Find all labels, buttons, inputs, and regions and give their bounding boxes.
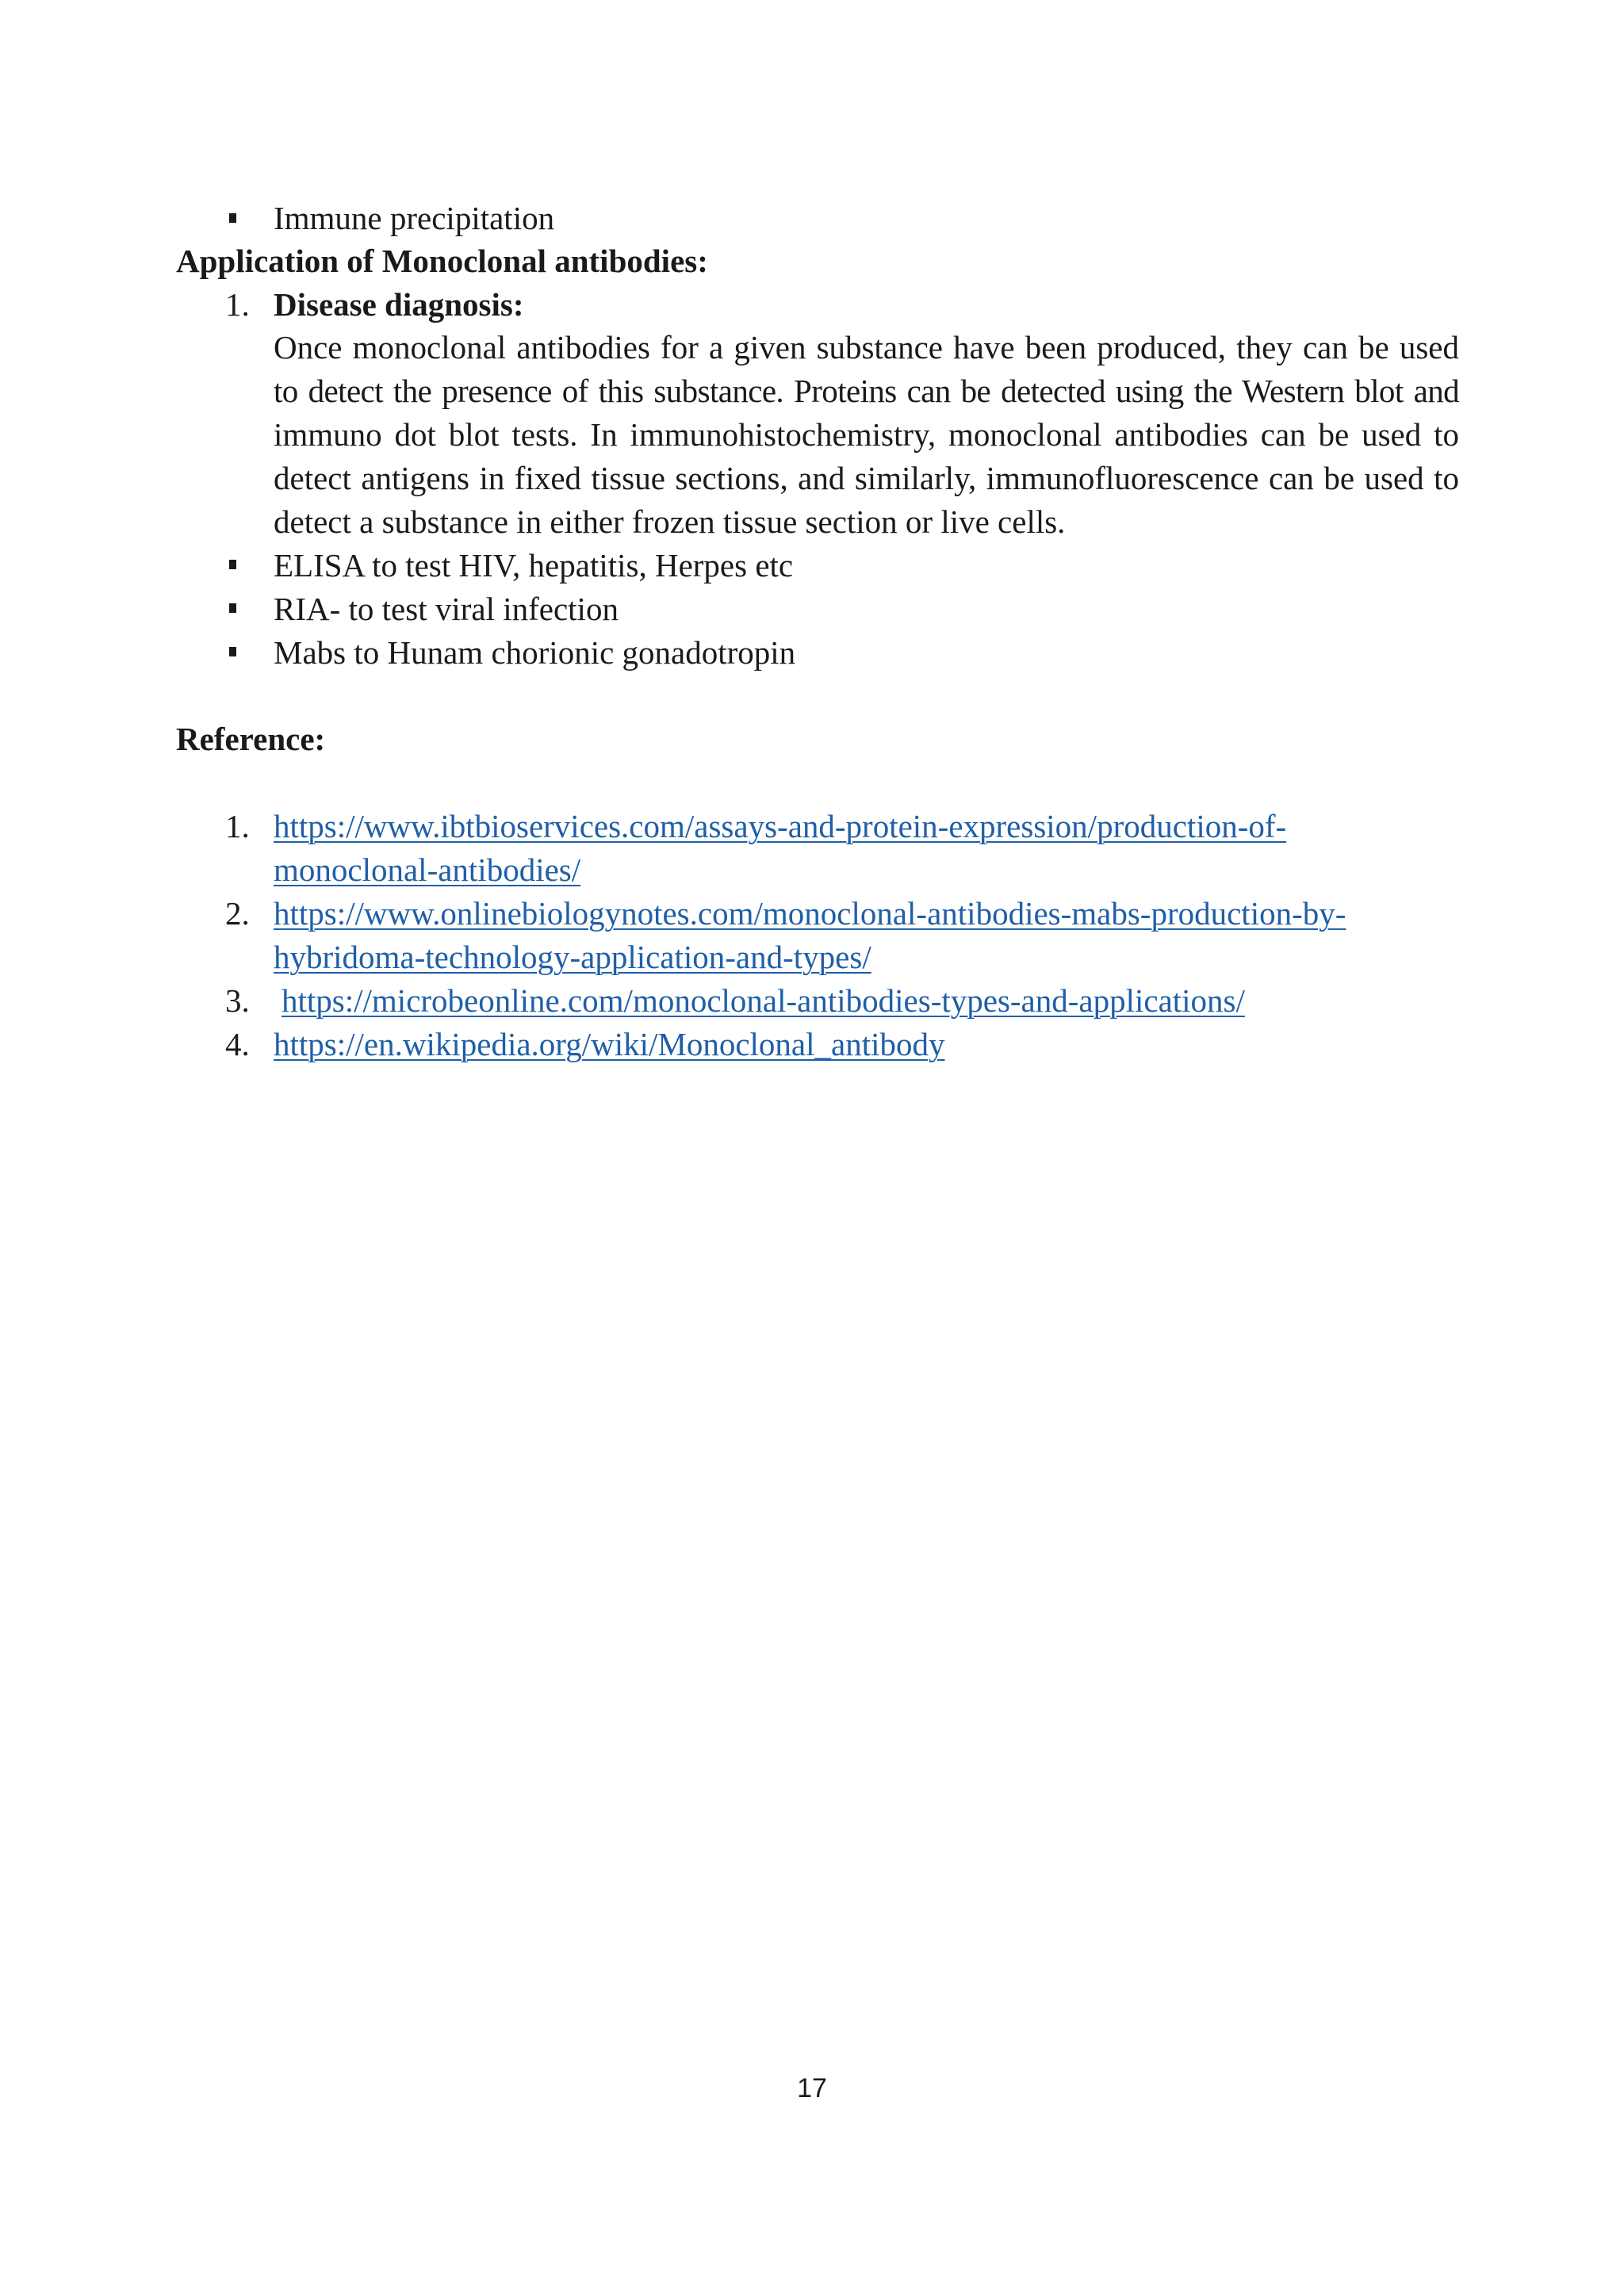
reference-link-text[interactable]: https://en.wikipedia.org/wiki/Monoclonal_antibody <box>274 1026 945 1062</box>
item-number: 1. <box>225 286 250 323</box>
bullet-marker <box>229 560 236 569</box>
bullet-item: Mabs to Hunam chorionic gonadotropin <box>274 634 796 671</box>
paragraph-line: detect antigens in fixed tissue sections, and similarly, immunofluorescence can be used to <box>274 460 1459 496</box>
reference-link-text[interactable]: https://www.ibtbioservices.com/assays-and-protein-expression/production-of- <box>274 808 1287 844</box>
paragraph-line: immuno dot blot tests. In immunohistochemistry, monoclonal antibodies can be used to <box>274 416 1459 453</box>
bullet-marker <box>229 213 236 223</box>
reference-link-2-cont[interactable] <box>274 936 871 978</box>
reference-number: 2. <box>225 895 250 932</box>
reference-link-1[interactable] <box>274 805 1286 848</box>
section-heading: Application of Monoclonal antibodies: <box>176 243 708 279</box>
item-title: Disease diagnosis: <box>274 286 524 323</box>
bullet-marker <box>229 603 236 613</box>
paragraph-line: to detect the presence of this substance. Proteins can be detected using the Western blot and <box>274 373 1459 409</box>
reference-number: 1. <box>225 808 250 844</box>
reference-link-text[interactable]: https://microbeonline.com/monoclonal-antibodies-types-and-applications/ <box>282 982 1245 1019</box>
reference-link-text[interactable]: hybridoma-technology-application-and-types/ <box>274 939 871 975</box>
reference-link-1-cont[interactable] <box>274 848 580 891</box>
page-number: 17 <box>797 2073 827 2103</box>
bullet-immune-precipitation: Immune precipitation <box>274 200 555 236</box>
reference-link-2[interactable] <box>274 892 1346 935</box>
reference-link-text[interactable]: monoclonal-antibodies/ <box>274 851 581 888</box>
reference-link-3[interactable] <box>282 979 1245 1022</box>
bullet-marker <box>229 647 236 656</box>
reference-link-text[interactable]: https://www.onlinebiologynotes.com/monoclonal-antibodies-mabs-production-by- <box>274 895 1346 932</box>
bullet-item: ELISA to test HIV, hepatitis, Herpes etc <box>274 547 794 584</box>
reference-number: 4. <box>225 1026 250 1062</box>
bullet-item: RIA- to test viral infection <box>274 591 619 627</box>
paragraph-line: Once monoclonal antibodies for a given substance have been produced, they can be used <box>274 329 1459 365</box>
paragraph-line: detect a substance in either frozen tissue section or live cells. <box>274 503 1066 540</box>
reference-link-4[interactable] <box>274 1023 945 1066</box>
reference-heading: Reference: <box>176 721 326 757</box>
reference-number: 3. <box>225 982 250 1019</box>
